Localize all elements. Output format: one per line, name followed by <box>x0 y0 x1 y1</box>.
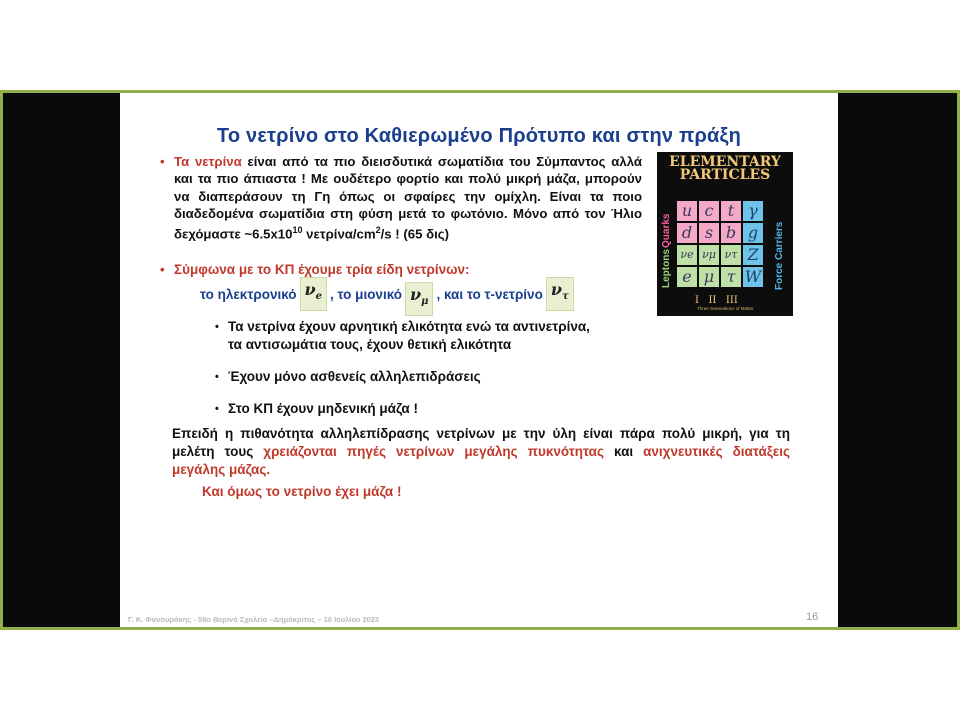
leptons-label: Leptons <box>661 249 672 288</box>
sub-bullet-mass <box>215 400 418 418</box>
tau-neutrino-cell: ντ <box>721 245 741 265</box>
image-title-line-1: ELEMENTARY <box>669 154 781 170</box>
generations-label: I II III <box>695 295 738 306</box>
tau-neutrino-label: , και το τ-νετρίνο <box>436 286 543 302</box>
helicity-line-1: Τα νετρίνα έχουν αρνητική ελικότητα ενώ τα αντινετρίνα, <box>228 319 590 334</box>
bullet1-unit: νετρίνα/cm <box>302 226 376 242</box>
para-red-text-2: ανιχνευτικές διατάξεις μεγάλης μάζας. <box>172 444 790 477</box>
z-boson-cell: Z <box>743 245 763 265</box>
slide-footer: Γ. Κ. Φανουράκης - 58ο Θερινό Σχολείο –Δημόκριτος – 10 Ιουλίου 2023 <box>128 615 380 624</box>
bullet-dot: • <box>160 262 165 277</box>
muon-neutrino-label: , το μιονικό <box>330 286 403 302</box>
bullet2-text: Σύμφωνα με το ΚΠ έχουμε τρία είδη νετρίνων: <box>174 262 470 277</box>
bullet-dot: • <box>160 154 165 169</box>
image-title <box>657 156 793 182</box>
generations-caption: Three Generations of Matter <box>697 306 754 311</box>
sub-bullet-weak <box>215 368 481 386</box>
down-quark-cell: d <box>677 223 697 243</box>
top-quark-cell: t <box>721 201 741 221</box>
gluon-cell: g <box>743 223 763 243</box>
charm-quark-cell: c <box>699 201 719 221</box>
nu-symbol: ν <box>410 285 422 305</box>
slide-title: Το νετρίνο στο Καθιερωμένο Πρότυπο και στην πράξη <box>216 125 742 147</box>
strange-quark-cell: s <box>699 223 719 243</box>
sub-bullet-helicity <box>215 318 590 354</box>
weak-interactions-text: Έχουν μόνο ασθενείς αλληλεπιδράσεις <box>228 369 481 384</box>
bullet-three-flavors <box>160 262 470 277</box>
up-quark-cell: u <box>677 201 697 221</box>
conclusion-text: Και όμως το νετρίνο έχει μάζα ! <box>202 484 402 499</box>
bullet1-exponent: 10 <box>292 225 303 236</box>
elementary-particles-image <box>657 152 793 316</box>
sub-bullet-dot: • <box>215 371 219 383</box>
muon-neutrino-cell: νμ <box>699 245 719 265</box>
zero-mass-text: Στο ΚΠ έχουν μηδενική μάζα ! <box>228 401 418 416</box>
photon-cell: γ <box>743 201 763 221</box>
tau-cell: τ <box>721 267 741 287</box>
slide <box>120 93 838 627</box>
neutrino-flavors-row <box>200 276 577 312</box>
quarks-label: Quarks <box>661 213 672 248</box>
page-number: 16 <box>806 611 819 623</box>
bullet1-tail: /s ! (65 δις) <box>380 226 449 242</box>
tau-neutrino-symbol <box>546 277 574 310</box>
bullet1-red-text: Τα νετρίνα <box>174 154 242 169</box>
para-red-text: χρειάζονται πηγές νετρίνων μεγάλης πυκνότητας <box>263 444 604 459</box>
detection-paragraph <box>172 425 790 479</box>
bullet1-unit-exponent: 2 <box>375 225 381 236</box>
force-carriers-label: Force Carriers <box>774 221 785 290</box>
para-text-and: και <box>604 444 644 459</box>
nu-subscript: e <box>315 291 323 303</box>
electron-neutrino-cell: νe <box>677 245 697 265</box>
sub-bullet-dot: • <box>215 321 219 333</box>
electron-cell: e <box>677 267 697 287</box>
bottom-quark-cell: b <box>721 223 741 243</box>
muon-cell: μ <box>699 267 719 287</box>
electron-neutrino-symbol <box>300 277 327 310</box>
electron-neutrino-label: το ηλεκτρονικό <box>200 286 297 302</box>
bullet1-text: είναι από τα πιο διεισδυτικά σωματίδια του Σύμπαντος αλλά και τα πιο άπιαστα ! Με ουδέτερο φορτίο και πολύ μικρή μάζα, μπορούν να διαπεράσουν τη Γη όπως οι σφαίρες την ομίχλη. Είναι τα ποιο διαδεδομένα σωματίδια στη φύση μετά το φωτόνιο. Μόνο από τον Ήλιο δεχόμαστε ~6.5x10 <box>174 154 642 242</box>
w-boson-cell: W <box>744 267 762 286</box>
nu-subscript: μ <box>421 296 429 308</box>
image-title-line-2: PARTICLES <box>679 167 771 183</box>
muon-neutrino-symbol <box>405 282 433 315</box>
helicity-line-2: τα αντισωμάτια τους, έχουν θετική ελικότητα <box>228 337 512 352</box>
nu-symbol: ν <box>550 280 562 300</box>
para-text: Επειδή η πιθανότητα αλληλεπίδρασης νετρίνων με την ύλη είναι πάρα πολύ μικρή, για τη μελέτη τους <box>172 426 790 459</box>
bullet-neutrinos-intro <box>160 153 642 243</box>
nu-subscript: τ <box>561 291 569 303</box>
sub-bullet-dot: • <box>215 403 219 415</box>
nu-symbol: ν <box>304 280 316 300</box>
